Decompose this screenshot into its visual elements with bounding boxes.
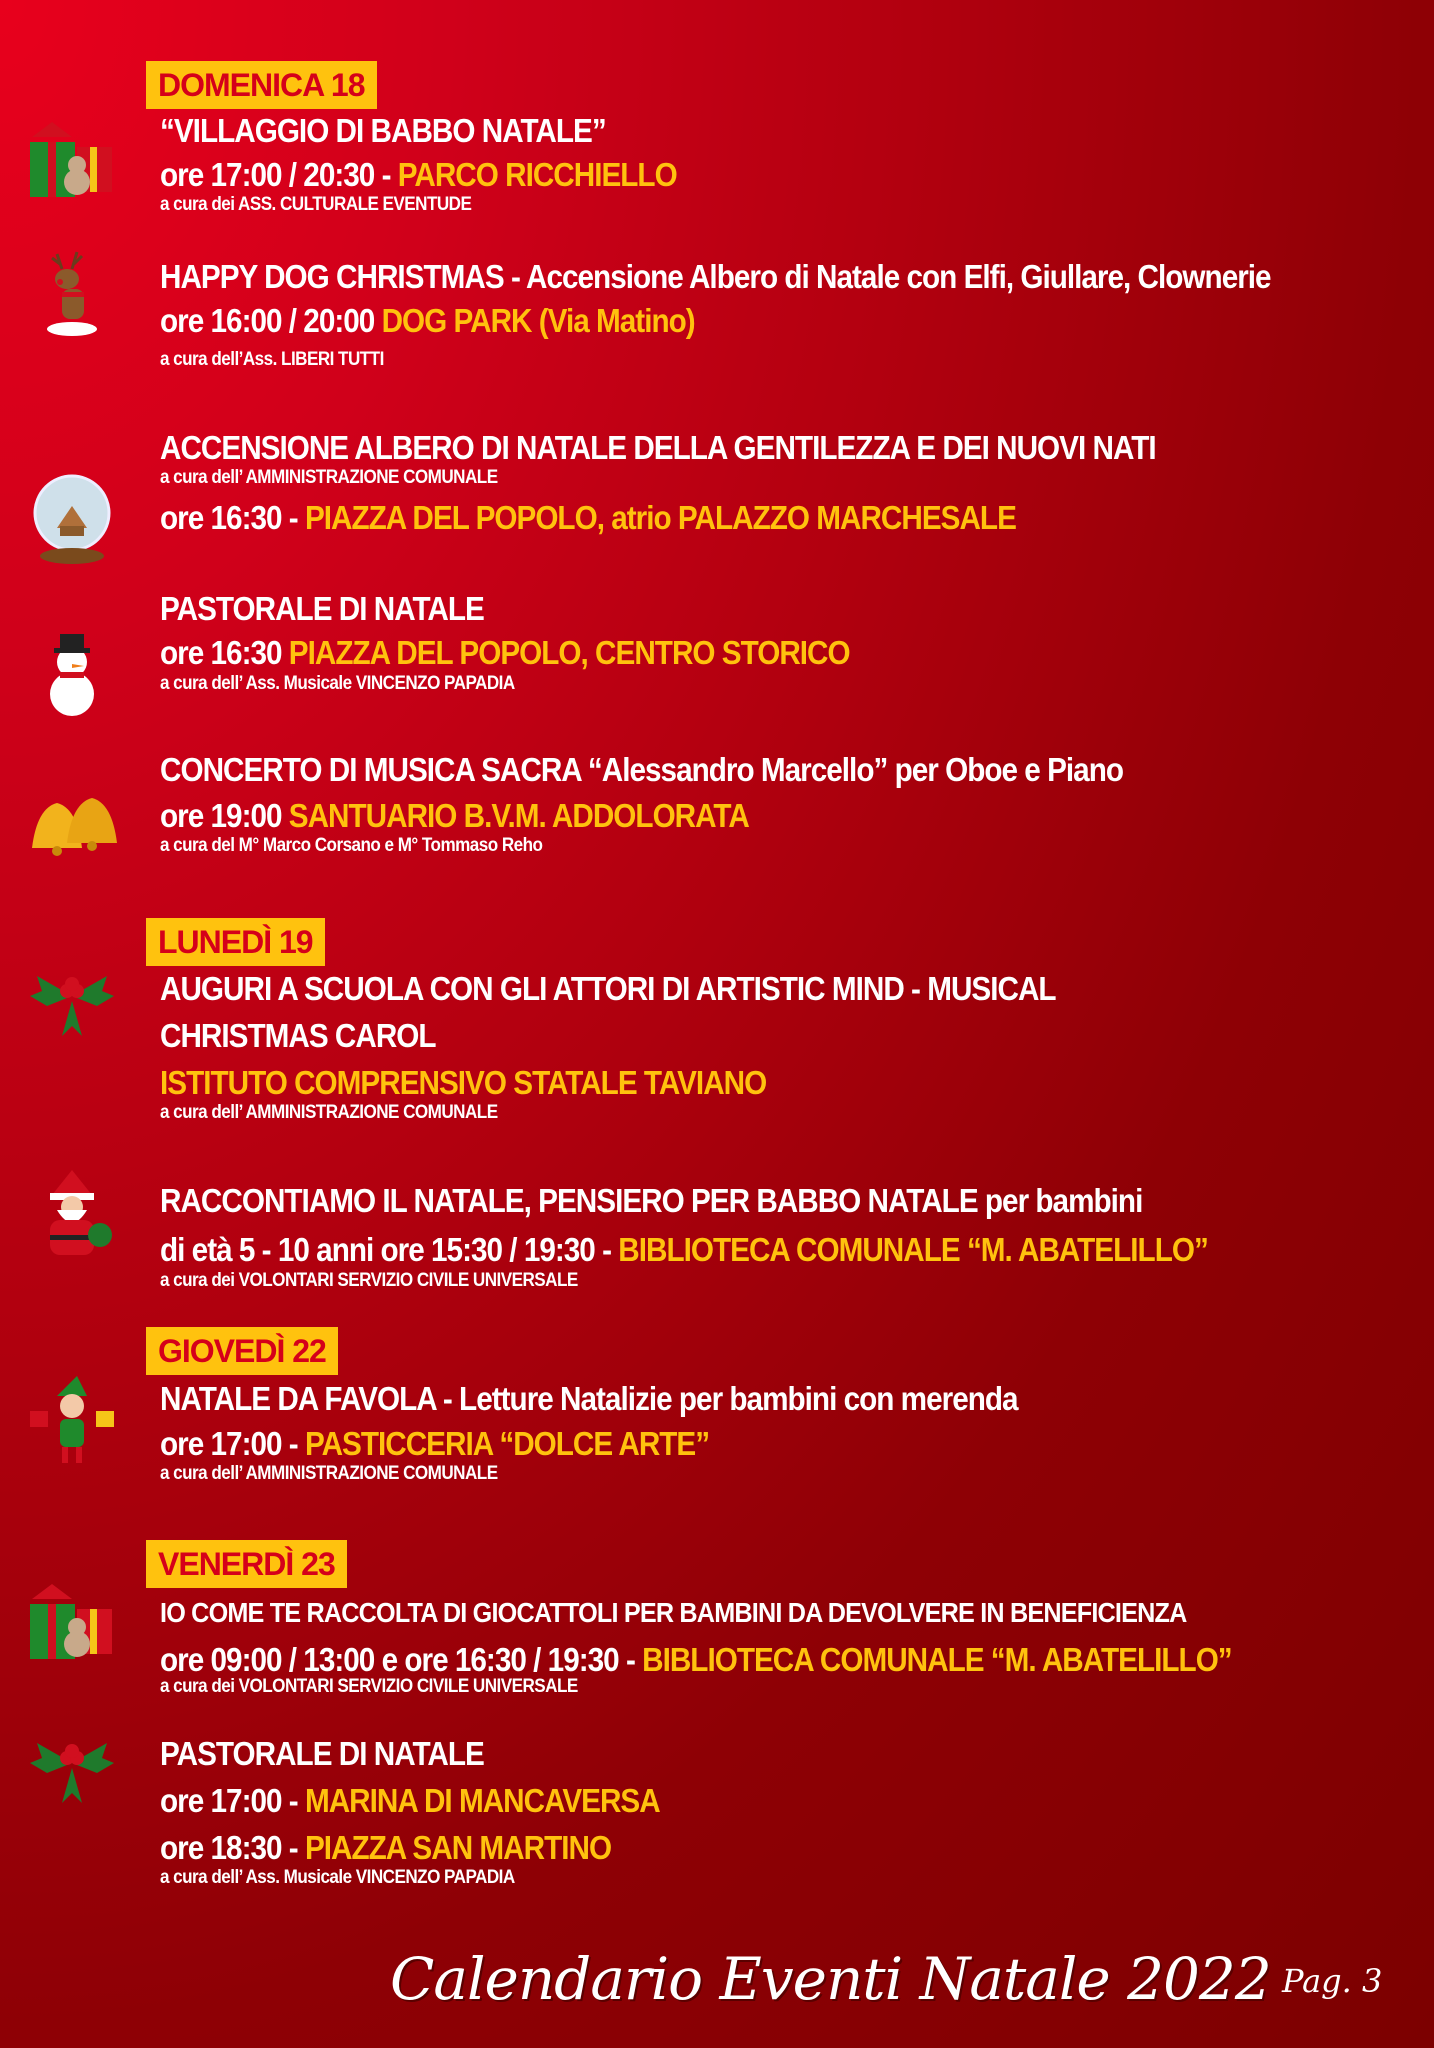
organizer-text: [160, 1676, 578, 1698]
organizer-text: [160, 349, 384, 371]
page-number: Pag. 3: [1282, 1962, 1383, 2000]
event-location: BIBLIOTECA COMUNALE “M. ABATELILLO”: [618, 1231, 1208, 1268]
event-text: ore 09:00 / 13:00 e ore 16:30 / 19:30 -: [160, 1641, 643, 1678]
event-text: a cura dell’ Ass. Musicale VINCENZO PAPADIA: [160, 1867, 515, 1888]
organizer-text: [160, 1463, 498, 1485]
holly-icon: [22, 1713, 122, 1813]
bells-icon: [22, 773, 122, 873]
event-text: ore 17:00 / 20:30 -: [160, 156, 398, 193]
event-line: [160, 499, 1016, 537]
event-line: [160, 302, 695, 340]
event-line: [160, 970, 1056, 1008]
organizer-text: [160, 467, 498, 489]
event-line: [160, 1064, 766, 1102]
event-line: [160, 429, 1156, 467]
organizer-text: [160, 194, 471, 216]
gifts-icon: [22, 1569, 122, 1669]
event-location: DOG PARK (Via Matino): [381, 302, 695, 339]
event-line: [160, 156, 677, 194]
event-text: a cura dell’Ass. LIBERI TUTTI: [160, 349, 384, 370]
event-text: ore 19:00: [160, 797, 289, 834]
event-text: PASTORALE DI NATALE: [160, 590, 484, 627]
event-line: [160, 1782, 660, 1820]
event-line: [160, 751, 1123, 789]
event-line: [160, 1380, 1018, 1418]
reindeer-icon: [22, 244, 122, 344]
organizer-text: [160, 1270, 578, 1292]
event-text: CHRISTMAS CAROL: [160, 1017, 436, 1054]
event-line: [160, 590, 484, 628]
day-badge: VENERDÌ 23: [146, 1540, 347, 1588]
event-location: ISTITUTO COMPRENSIVO STATALE TAVIANO: [160, 1064, 767, 1101]
event-location: BIBLIOTECA COMUNALE “M. ABATELILLO”: [642, 1641, 1232, 1678]
event-text: a cura dell’ AMMINISTRAZIONE COMUNALE: [160, 1463, 498, 1484]
day-badge: GIOVEDÌ 22: [146, 1327, 338, 1375]
event-text: ore 17:00 -: [160, 1425, 305, 1462]
event-line: [160, 1182, 1142, 1220]
event-text: ACCENSIONE ALBERO DI NATALE DELLA GENTILEZZA E DEI NUOVI NATI: [160, 429, 1156, 466]
organizer-text: [160, 835, 542, 857]
event-text: NATALE DA FAVOLA - Letture Natalizie per bambini con merenda: [160, 1380, 1018, 1417]
event-text: ore 17:00 -: [160, 1782, 305, 1819]
event-location: SANTUARIO B.V.M. ADDOLORATA: [288, 797, 749, 834]
event-location: PIAZZA SAN MARTINO: [304, 1829, 612, 1866]
event-text: PASTORALE DI NATALE: [160, 1735, 484, 1772]
organizer-text: [160, 673, 515, 695]
day-badge: DOMENICA 18: [146, 61, 377, 109]
event-line: [160, 797, 749, 835]
event-line: [160, 112, 606, 150]
event-line: [160, 258, 1271, 296]
event-text: AUGURI A SCUOLA CON GLI ATTORI DI ARTISTIC MIND - MUSICAL: [160, 970, 1056, 1007]
event-line: [160, 1017, 436, 1055]
event-text: a cura dei VOLONTARI SERVIZIO CIVILE UNIVERSALE: [160, 1270, 578, 1291]
day-badge: LUNEDÌ 19: [146, 918, 325, 966]
event-text: IO COME TE RACCOLTA DI GIOCATTOLI PER BAMBINI DA DEVOLVERE IN BENEFICIENZA: [160, 1597, 1187, 1628]
event-location: MARINA DI MANCAVERSA: [304, 1782, 660, 1819]
event-line: [160, 1425, 709, 1463]
santa-icon: [22, 1165, 122, 1265]
event-text: RACCONTIAMO IL NATALE, PENSIERO PER BABBO NATALE per bambini: [160, 1182, 1143, 1219]
organizer-text: [160, 1867, 515, 1889]
event-location: PARCO RICCHIELLO: [397, 156, 677, 193]
event-text: HAPPY DOG CHRISTMAS - Accensione Albero di Natale con Elfi, Giullare, Clownerie: [160, 258, 1271, 295]
event-text: CONCERTO DI MUSICA SACRA “Alessandro Marcello” per Oboe e Piano: [160, 751, 1124, 788]
event-text: ore 16:00 / 20:00: [160, 302, 382, 339]
snowman-icon: [22, 622, 122, 722]
event-location: PIAZZA DEL POPOLO, atrio PALAZZO MARCHESALE: [304, 499, 1016, 536]
event-text: a cura dell’ Ass. Musicale VINCENZO PAPADIA: [160, 673, 515, 694]
event-location: PASTICCERIA “DOLCE ARTE”: [304, 1425, 710, 1462]
event-line: [160, 1231, 1208, 1269]
event-line: [160, 1597, 1186, 1629]
event-text: a cura dei ASS. CULTURALE EVENTUDE: [160, 194, 472, 215]
holly-icon: [22, 946, 122, 1046]
event-line: [160, 1829, 611, 1867]
organizer-text: [160, 1102, 498, 1124]
elf-icon: [22, 1371, 122, 1471]
event-text: ore 16:30: [160, 634, 289, 671]
event-text: ore 16:30 -: [160, 499, 305, 536]
event-text: a cura dei VOLONTARI SERVIZIO CIVILE UNIVERSALE: [160, 1676, 578, 1697]
event-text: a cura dell’ AMMINISTRAZIONE COMUNALE: [160, 1102, 498, 1123]
event-text: “VILLAGGIO DI BABBO NATALE”: [160, 112, 606, 149]
gifts-icon: [22, 107, 122, 207]
snow-globe-icon: [22, 468, 122, 568]
event-text: di età 5 - 10 anni ore 15:30 / 19:30 -: [160, 1231, 619, 1268]
event-text: a cura del M° Marco Corsano e M° Tommaso Reho: [160, 835, 543, 856]
event-text: a cura dell’ AMMINISTRAZIONE COMUNALE: [160, 467, 498, 488]
event-line: [160, 1735, 484, 1773]
event-line: [160, 634, 850, 672]
event-text: ore 18:30 -: [160, 1829, 305, 1866]
footer-title: Calendario Eventi Natale 2022: [390, 1945, 1271, 2013]
event-line: [160, 1641, 1232, 1679]
event-location: PIAZZA DEL POPOLO, CENTRO STORICO: [288, 634, 850, 671]
